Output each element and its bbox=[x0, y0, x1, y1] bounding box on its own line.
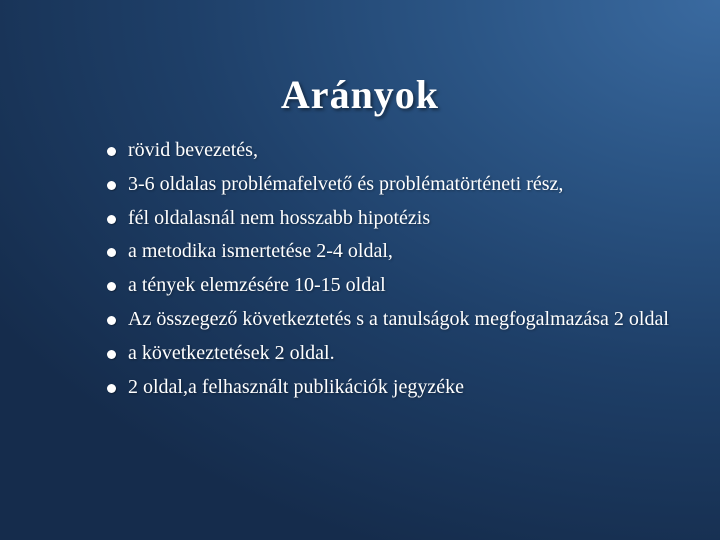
bullet-item bbox=[104, 339, 684, 369]
bullet-item bbox=[104, 170, 684, 200]
slide-title: Arányok bbox=[280, 72, 440, 117]
bullet-item bbox=[104, 237, 684, 267]
bullet-text: a következtetések 2 oldal. bbox=[128, 341, 335, 364]
bullet-dot-icon bbox=[107, 147, 116, 156]
bullet-text: a metodika ismertetése 2-4 oldal, bbox=[128, 240, 393, 263]
bullet-text: a tények elemzésére 10-15 oldal bbox=[128, 274, 386, 297]
bullet-item bbox=[104, 271, 684, 301]
bullet-text: rövid bevezetés, bbox=[128, 139, 258, 161]
bullet-text: 2 oldal,a felhasznált publikációk jegyzéke bbox=[128, 375, 464, 398]
bullet-dot-icon bbox=[107, 350, 116, 359]
bullet-dot-icon bbox=[107, 384, 116, 393]
bullet-dot-icon bbox=[107, 316, 116, 325]
bullet-item bbox=[104, 204, 684, 234]
bullet-item bbox=[104, 305, 684, 335]
bullet-list bbox=[104, 136, 684, 406]
bullet-text: fél oldalasnál nem hosszabb hipotézis bbox=[128, 206, 431, 229]
bullet-item bbox=[104, 136, 684, 166]
bullet-dot-icon bbox=[107, 282, 116, 291]
bullet-text: Az összegező következtetés s a tanulságok megfogalmazása 2 oldal bbox=[128, 307, 669, 330]
bullet-item bbox=[104, 373, 684, 403]
bullet-dot-icon bbox=[107, 248, 116, 257]
bullet-text: 3-6 oldalas problémafelvető és problématörténeti rész, bbox=[128, 172, 564, 195]
bullet-dot-icon bbox=[107, 181, 116, 190]
bullet-dot-icon bbox=[107, 215, 116, 224]
